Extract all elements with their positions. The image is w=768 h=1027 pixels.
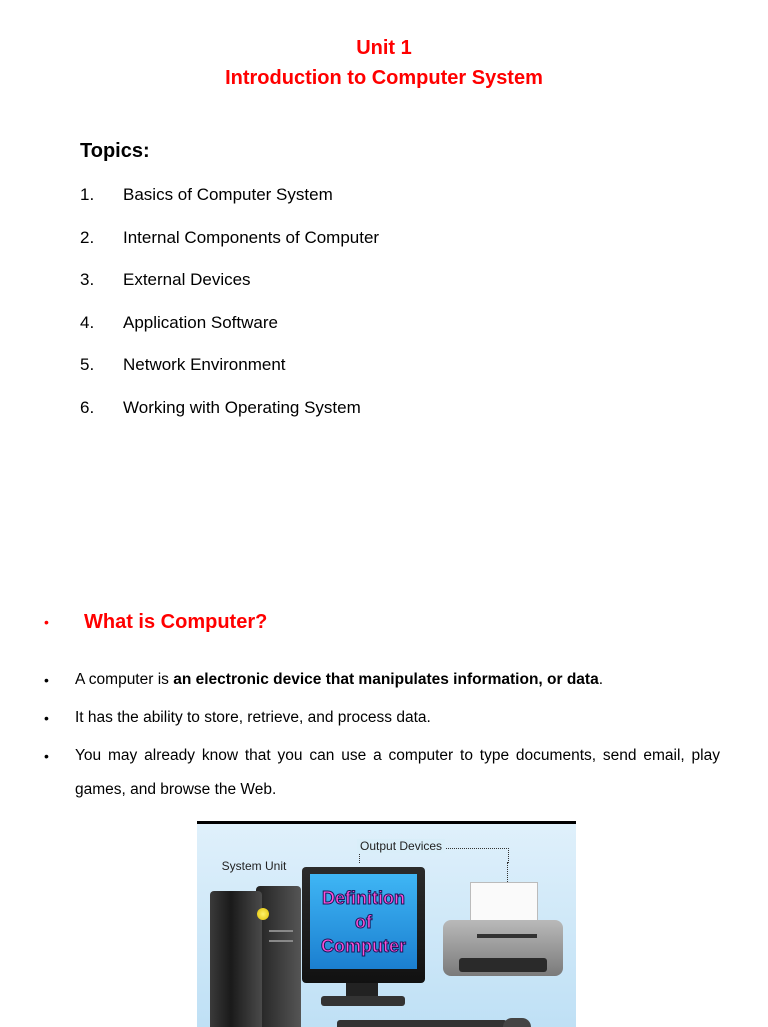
bullet-item	[44, 663, 720, 697]
computer-illustration	[197, 821, 576, 1027]
topic-item	[80, 311, 379, 354]
topic-label: Network Environment	[123, 355, 286, 375]
topic-number: 2.	[80, 227, 95, 247]
bullet-item	[44, 739, 720, 807]
bullet-icon: •	[44, 748, 49, 764]
topic-number: 5.	[80, 355, 95, 375]
section-heading	[44, 608, 267, 636]
topic-label: Basics of Computer System	[123, 185, 333, 204]
monitor-screen	[310, 874, 417, 969]
topic-item	[80, 268, 379, 311]
screen-text-line: of	[355, 911, 372, 932]
bullet-icon: •	[44, 672, 49, 688]
drive-slot	[269, 930, 293, 932]
printer-tray	[459, 958, 547, 972]
topic-item	[80, 396, 379, 439]
system-unit-label: System Unit	[221, 859, 287, 873]
bullet-text	[75, 663, 720, 697]
unit-label: Unit 1	[356, 37, 412, 59]
bullet-text: You may already know that you can use a computer to type documents, send email, play games, and browse the Web.	[75, 747, 720, 798]
title-block	[0, 33, 768, 93]
topics-list	[80, 183, 379, 439]
topic-number: 4.	[80, 312, 95, 332]
drive-slot	[269, 940, 293, 942]
bullet-item	[44, 701, 720, 735]
topic-label: Internal Components of Computer	[123, 227, 380, 247]
monitor-stand	[346, 983, 378, 997]
bullet-suffix: .	[598, 671, 604, 688]
printer-slot	[477, 934, 537, 938]
power-led-icon	[257, 908, 269, 920]
topic-label: Application Software	[123, 312, 278, 332]
bullet-prefix: A computer is	[75, 671, 174, 688]
topic-item	[80, 353, 379, 396]
screen-text-line: Definition	[322, 887, 405, 908]
bullet-icon: •	[44, 614, 49, 630]
output-devices-label: Output Devices	[357, 839, 445, 853]
topic-item	[80, 183, 379, 226]
topic-number: 1.	[80, 185, 95, 204]
monitor-base	[321, 996, 405, 1006]
topic-number: 6.	[80, 397, 95, 417]
topic-number: 3.	[80, 270, 95, 290]
topics-heading: Topics:	[80, 140, 150, 162]
bullet-text: It has the ability to store, retrieve, and process data.	[75, 709, 431, 726]
topic-label: External Devices	[123, 270, 251, 290]
definition-bullets	[44, 663, 720, 811]
system-unit-tower	[210, 891, 262, 1027]
screen-text-line: Computer	[321, 935, 406, 956]
section-title: What is Computer?	[84, 611, 268, 633]
bullet-icon: •	[44, 710, 49, 726]
bullet-emphasis: an electronic device that manipulates information, or data	[173, 671, 599, 688]
topic-label: Working with Operating System	[123, 397, 361, 417]
topic-item	[80, 226, 379, 269]
mouse-icon	[503, 1018, 531, 1027]
page-title: Introduction to Computer System	[225, 67, 543, 89]
